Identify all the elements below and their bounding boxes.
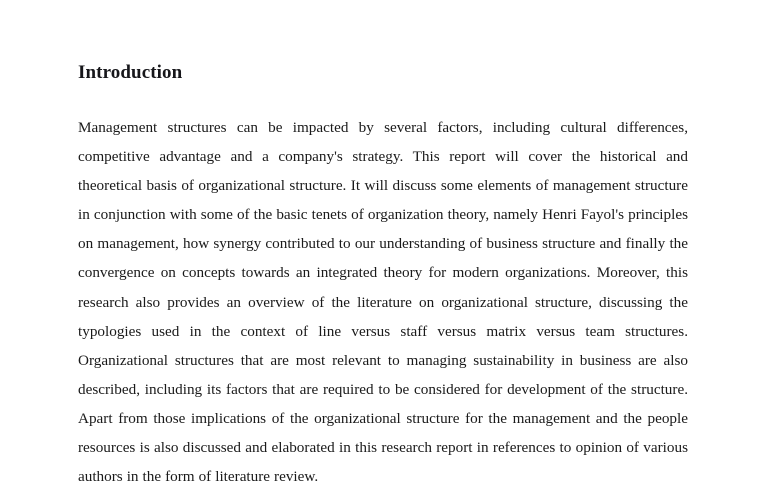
page-title: Introduction	[78, 62, 183, 83]
introduction-paragraph: Management structures can be impacted by several factors, including cultural differences, competitive advantage and a company's strategy. This report will cover the historical and theoretical basis of organizational structure. It will discuss some elements of management structure in conjunction with some of the basic tenets of organization theory, namely Henri Fayol's principles on management, how synergy contributed to our understanding of business structure and finally the convergence on concepts towards an integrated theory for modern organizations. Moreover, this research also provides an overview of the literature on organizational structure, discussing the typologies used in the context of line versus staff versus matrix versus team structures. Organizational structures that are most relevant to managing sustainability in business are also described, including its factors that are required to be considered for development of the structure. Apart from those implications of the organizational structure for the management and the people resources is also discussed and elaborated in this research report in references to opinion of various authors in the form of literature review.	[78, 119, 688, 486]
